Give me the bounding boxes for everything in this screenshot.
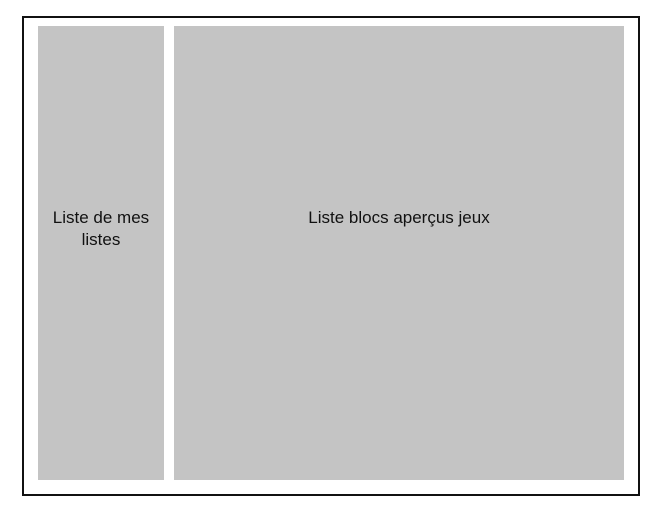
page-frame <box>22 16 640 496</box>
main-panel-label: Liste blocs aperçus jeux <box>308 208 490 227</box>
sidebar-panel-label: Liste de mes listes <box>52 208 150 249</box>
game-previews-panel <box>174 26 624 480</box>
sidebar-lists-panel <box>38 26 164 480</box>
